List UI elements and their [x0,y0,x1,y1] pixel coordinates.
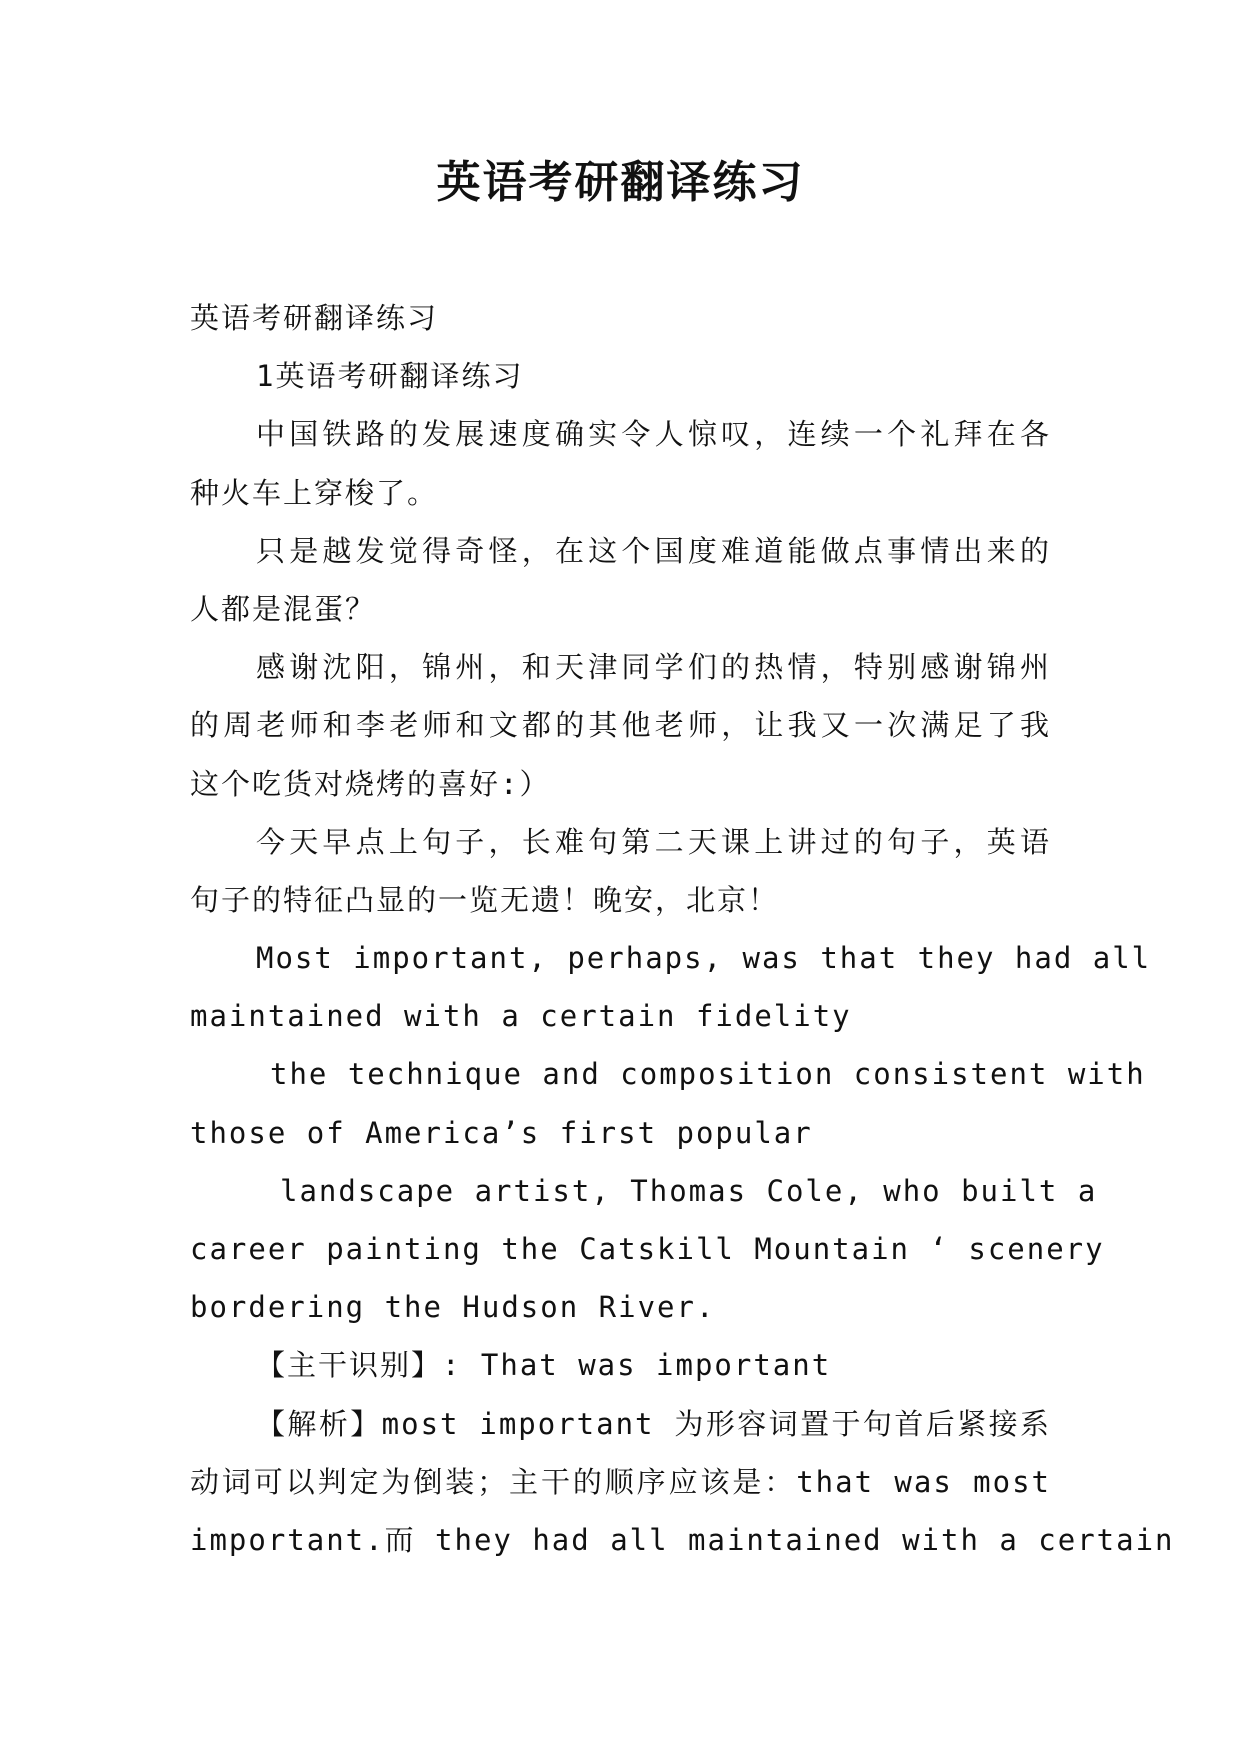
paragraph-line: the technique and composition consistent with [270,1057,1146,1092]
paragraph-line: 句子的特征凸显的一览无遗！晚安，北京！ [190,882,780,917]
paragraph-line: 中国铁路的发展速度确实令人惊叹，连续一个礼拜在各 [256,417,1051,452]
paragraph-line: 【解析】most important 为形容词置于句首后紧接系 [256,1406,1051,1441]
paragraph-line: 英语考研翻译练习 [190,301,439,335]
document-body [190,289,1175,1569]
paragraph-line: 只是越发觉得奇怪，在这个国度难道能做点事情出来的 [256,533,1051,568]
paragraph-line: 的周老师和李老师和文都的其他老师，让我又一次满足了我 [190,708,1051,743]
paragraph-line: career painting the Catskill Mountain ‘ scenery [190,1232,1105,1266]
paragraph-line: Most important, perhaps, was that they had all [256,941,1152,976]
paragraph-line: 【主干识别】: That was important [256,1348,832,1383]
paragraph-line: important.而 they had all maintained with a certain [190,1522,1175,1557]
paragraph-line: 1英语考研翻译练习 [256,359,524,394]
paragraph-line: 这个吃货对烧烤的喜好:） [190,766,551,801]
paragraph-line: 今天早点上句子，长难句第二天课上讲过的句子，英语 [256,824,1051,859]
paragraph-line: bordering the Hudson River. [190,1290,716,1325]
paragraph-line: maintained with a certain fidelity [190,999,852,1034]
paragraph-line: 种火车上穿梭了。 [190,475,439,510]
paragraph-line: 人都是混蛋？ [190,591,377,626]
document-title: 英语考研翻译练习 [436,157,805,208]
paragraph-line: 动词可以判定为倒装；主干的顺序应该是：that was most [190,1464,1051,1499]
paragraph-line: those of America’s first popular [190,1115,813,1150]
paragraph-line: landscape artist, Thomas Cole, who built a [280,1173,1098,1208]
paragraph-line: 感谢沈阳，锦州，和天津同学们的热情，特别感谢锦州 [256,650,1051,685]
